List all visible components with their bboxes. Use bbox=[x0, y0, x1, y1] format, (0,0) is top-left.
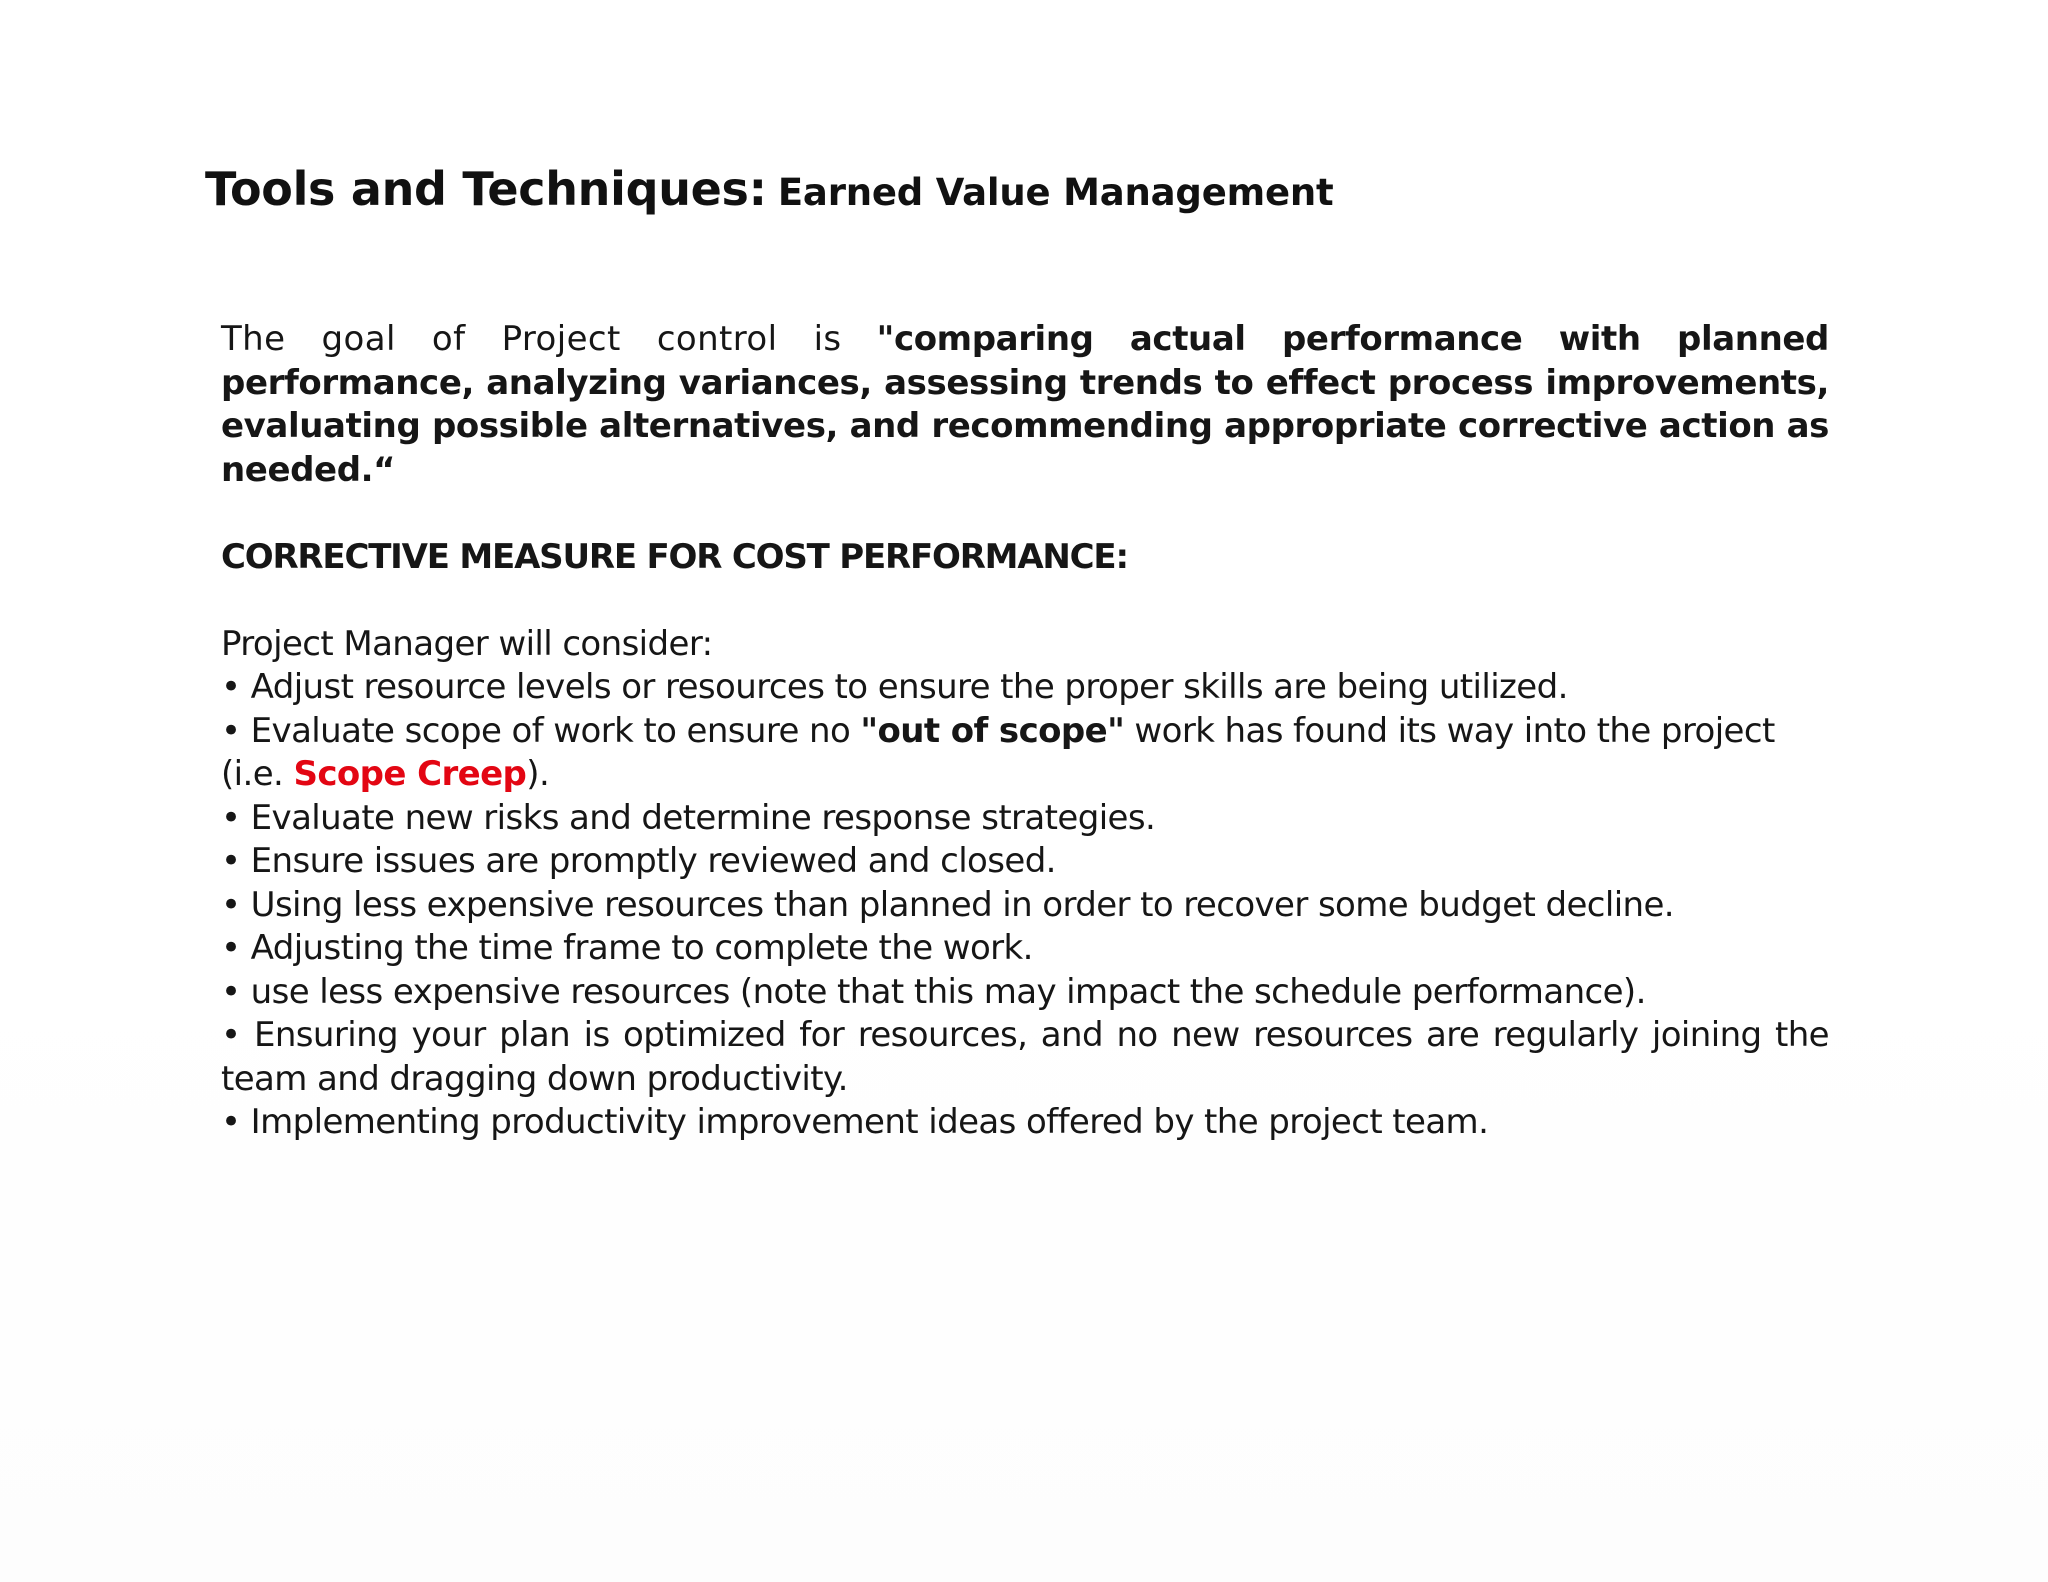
list-item-text: • Evaluate scope of work to ensure no bbox=[221, 710, 851, 751]
title-subtitle: Earned Value Management bbox=[777, 171, 1334, 214]
list-item: • Ensuring your plan is optimized for resources, and no new resources are regularly joining the team and dragging down productivity. bbox=[221, 1015, 1829, 1099]
list-item: • Adjust resource levels or resources to ensure the proper skills are being utilized. bbox=[221, 667, 1568, 707]
page-title bbox=[205, 162, 1334, 216]
list-item-text: ). bbox=[526, 754, 550, 794]
intro-paragraph bbox=[221, 318, 1829, 492]
spacer bbox=[221, 579, 1829, 623]
section-heading: CORRECTIVE MEASURE FOR COST PERFORMANCE: bbox=[221, 536, 1128, 577]
list-item-text: work has found its way into the project bbox=[1134, 710, 1775, 751]
list-item: • Adjusting the time frame to complete the work. bbox=[221, 928, 1033, 968]
document-body bbox=[221, 318, 1829, 1145]
list-item: • use less expensive resources (note that this may impact the schedule performance). bbox=[221, 971, 1646, 1012]
intro-lead: The goal of Project control is bbox=[221, 319, 842, 359]
list-item-scope bbox=[221, 710, 1829, 797]
list-item: • Using less expensive resources than planned in order to recover some budget decline. bbox=[221, 884, 1675, 925]
list-item: • Ensure issues are promptly reviewed and closed. bbox=[221, 841, 1056, 881]
list-item: • Implementing productivity improvement ideas offered by the project team. bbox=[221, 1102, 1489, 1142]
list-item-text: (i.e. bbox=[221, 754, 284, 794]
intro-quote: "comparing actual performance with planned performance, analyzing variances, assessing trends to effect process improvements, evaluating possible alternatives, and recommending appropriate corrective action as needed.“ bbox=[221, 319, 1829, 490]
consider-label: Project Manager will consider: bbox=[221, 623, 713, 664]
scope-creep-highlight: Scope Creep bbox=[293, 754, 527, 794]
title-main: Tools and Techniques: bbox=[205, 162, 767, 216]
spacer bbox=[221, 492, 1829, 536]
list-item: • Evaluate new risks and determine response strategies. bbox=[221, 797, 1156, 838]
out-of-scope-emphasis: "out of scope" bbox=[860, 710, 1125, 751]
